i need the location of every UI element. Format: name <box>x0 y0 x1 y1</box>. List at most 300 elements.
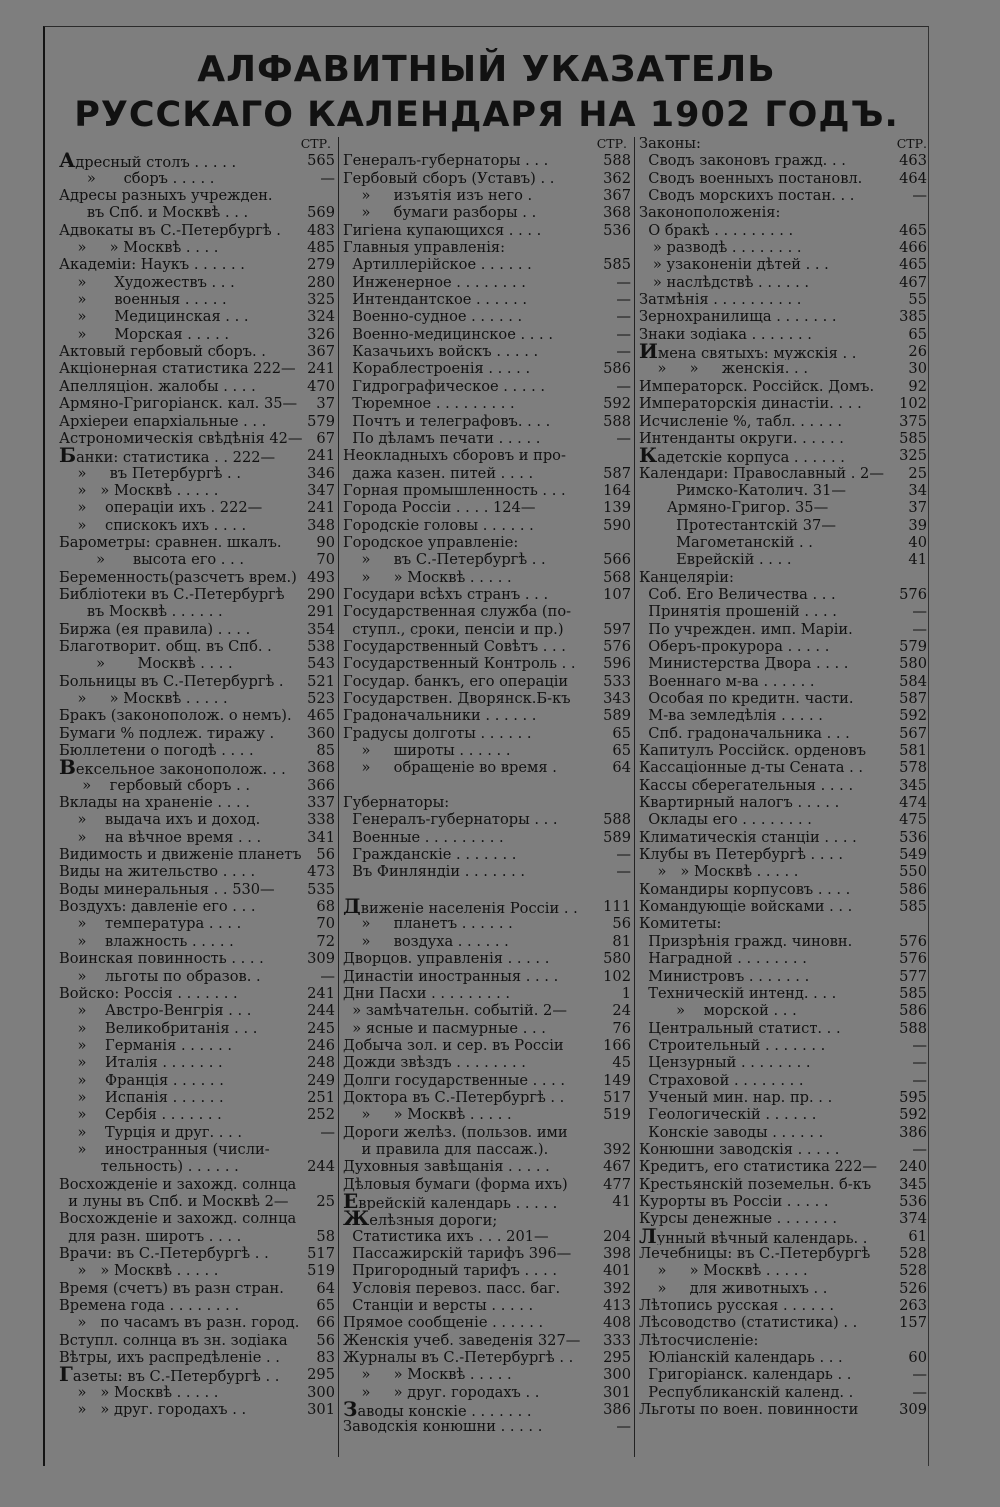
entry-text: » операціи ихъ . 222— <box>59 499 263 517</box>
entry-page-number: 346 <box>307 464 335 482</box>
entry-page-number: 549 <box>899 846 927 864</box>
entry-page-number: 92 <box>908 377 927 395</box>
title-line-1: АЛФАВИТНЫЙ УКАЗАТЕЛЬ <box>197 49 776 90</box>
entry-page-number: 345 <box>899 776 927 794</box>
index-entry <box>639 1002 927 1019</box>
index-column-2 <box>343 135 631 1436</box>
entry-text: Воинская повинность . . . . <box>59 950 264 968</box>
entry-page-number: 590 <box>603 516 631 534</box>
index-entry <box>343 933 631 950</box>
entry-text: Соб. Его Величества . . . <box>639 585 836 603</box>
entry-page-number: 157 <box>899 1314 927 1332</box>
entry-page-number: 483 <box>307 221 335 239</box>
entry-text: Гербовый сборъ (Уставъ) . . <box>343 169 555 187</box>
entry-page-number: — <box>320 967 335 985</box>
entry-page-number: 56 <box>316 1331 335 1349</box>
index-entry <box>59 933 335 950</box>
entry-text: » » Москвѣ . . . . . <box>639 1262 808 1280</box>
entry-text: » бумаги разборы . . <box>343 204 537 222</box>
column-divider <box>338 137 339 1457</box>
entry-page-number: — <box>616 308 631 326</box>
entry-text: Больницы въ С.-Петербургѣ . <box>59 672 284 690</box>
entry-page-number: — <box>912 1140 927 1158</box>
index-entry <box>343 655 631 672</box>
index-entry <box>59 1158 335 1175</box>
entry-page-number: 102 <box>603 967 631 985</box>
entry-text: » Сербія . . . . . . . <box>59 1106 222 1124</box>
index-entry <box>639 1158 927 1175</box>
index-entry <box>639 1384 927 1401</box>
entry-text: Страховой . . . . . . . . <box>639 1071 804 1089</box>
index-entry <box>59 950 335 967</box>
entry-text: Тюремное . . . . . . . . . <box>343 395 515 413</box>
entry-text <box>343 777 628 794</box>
index-entry <box>639 898 927 915</box>
index-entry <box>343 499 631 516</box>
index-entry <box>343 638 631 655</box>
entry-page-number: 586 <box>899 1002 927 1020</box>
entry-page-number: 579 <box>307 412 335 430</box>
index-entry <box>343 898 631 915</box>
entry-page-number: 37 <box>908 499 927 517</box>
entry-text: Генералъ-губернаторы . . . <box>343 152 549 170</box>
entry-text: Спб. градоначальника . . . <box>639 724 850 742</box>
index-entry <box>343 881 631 898</box>
entry-text: По дѣламъ печати . . . . . <box>343 429 541 447</box>
entry-text: Затмѣнія . . . . . . . . . . <box>639 291 802 309</box>
entry-text: Военнаго м-ва . . . . . . <box>639 672 815 690</box>
index-entry <box>639 915 927 932</box>
entry-text: Главныя управленія: <box>343 239 506 257</box>
entry-page-number: 385 <box>899 308 927 326</box>
initial-letter: К <box>639 447 658 465</box>
entry-text: Наградной . . . . . . . . <box>639 950 807 968</box>
entry-text: тельность) . . . . . . <box>59 1158 239 1176</box>
entry-page-number: 463 <box>899 152 927 170</box>
index-entry <box>59 742 335 759</box>
index-entry <box>343 968 631 985</box>
entry-page-number: 326 <box>307 325 335 343</box>
entry-page-number: 576 <box>603 637 631 655</box>
index-entry <box>343 621 631 638</box>
entry-page-number: 588 <box>899 1019 927 1037</box>
entry-text: Климатическія станціи . . . . <box>639 828 857 846</box>
entry-page-number: 576 <box>899 950 927 968</box>
index-entry <box>639 569 927 586</box>
entry-text: дажа казен. питей . . . . <box>343 464 534 482</box>
entry-text: Градоначальники . . . . . . <box>343 707 537 725</box>
entry-text: Армяно-Григор. 35— <box>639 499 829 517</box>
entry-page-number: 333 <box>603 1331 631 1349</box>
initial-letter: Г <box>59 1366 73 1384</box>
entry-text: Курсы денежные . . . . . . . <box>639 1210 837 1228</box>
entry-text: Зернохранилища . . . . . . . <box>639 308 837 326</box>
entry-text: Кассаціонные д-ты Сената . . <box>639 759 864 777</box>
entry-text: Интенданты округи. . . . . . <box>639 429 844 447</box>
entry-page-number: — <box>912 603 927 621</box>
entry-text: Еврейскій . . . . <box>639 551 792 569</box>
index-entry <box>639 1228 927 1245</box>
entry-text: Дни Пасхи . . . . . . . . . <box>343 984 511 1002</box>
entry-text: » льготы по образов. . <box>59 967 261 985</box>
entry-text: Сводъ морскихъ постан. . . <box>639 187 855 205</box>
entry-text: Актовый гербовый сборъ. . <box>59 343 266 361</box>
entry-text: » морской . . . <box>639 1002 797 1020</box>
entry-text: » разводѣ . . . . . . . . <box>639 239 802 257</box>
entry-page-number: 595 <box>899 1088 927 1106</box>
index-entry <box>59 1384 335 1401</box>
entry-text: Доктора въ С.-Петербургѣ . . <box>343 1088 565 1106</box>
entry-page-number <box>628 534 631 551</box>
entry-text: » Австро-Венгрія . . . <box>59 1002 252 1020</box>
entry-text: Бракъ (законополож. о немъ). <box>59 707 292 725</box>
index-entry <box>639 1401 927 1418</box>
index-entry <box>59 1020 335 1037</box>
index-entry <box>59 256 335 273</box>
entry-text: ступл., сроки, пенсіи и пр.) <box>343 620 564 638</box>
index-entry <box>343 1384 631 1401</box>
index-entry <box>343 256 631 273</box>
index-entry <box>343 794 631 811</box>
index-entry <box>59 985 335 1002</box>
entry-page-number: — <box>616 377 631 395</box>
entry-page-number: — <box>320 1123 335 1141</box>
initial-letter: Л <box>639 1227 657 1245</box>
entry-text: Почтъ и телеграфовъ. . . . <box>343 412 551 430</box>
entry-text: Лѣсоводство (статистика) . . <box>639 1314 858 1332</box>
entry-page-number: 543 <box>307 655 335 673</box>
entry-text: Имена святыхъ: мужскія . . <box>639 343 905 360</box>
entry-page-number <box>628 881 631 898</box>
index-entry <box>343 1280 631 1297</box>
index-entry <box>59 1089 335 1106</box>
entry-text: Интендантское . . . . . . <box>343 291 528 309</box>
index-entry <box>343 915 631 932</box>
index-entry <box>343 1297 631 1314</box>
entry-page-number: 362 <box>603 169 631 187</box>
entry-page-number: 467 <box>603 1158 631 1176</box>
index-entry <box>343 360 631 377</box>
index-entry <box>639 1054 927 1071</box>
index-entry <box>639 1297 927 1314</box>
index-entry <box>343 1332 631 1349</box>
entry-text: » » Москвѣ . . . . . <box>59 1262 219 1280</box>
entry-text <box>343 881 628 898</box>
index-entry <box>343 690 631 707</box>
index-entry <box>59 482 335 499</box>
entry-page-number: 465 <box>899 256 927 274</box>
entry-page-number: 588 <box>603 152 631 170</box>
entry-page-number: 354 <box>307 620 335 638</box>
entry-page-number: 485 <box>307 239 335 257</box>
index-entry <box>59 1314 335 1331</box>
entry-page-number: 111 <box>603 898 631 916</box>
entry-text: Генералъ-губернаторы . . . <box>343 811 558 829</box>
entry-text: Конскіе заводы . . . . . . <box>639 1123 824 1141</box>
index-entry <box>343 413 631 430</box>
index-entry <box>343 1366 631 1383</box>
entry-page-number: 519 <box>307 1262 335 1280</box>
index-entry <box>639 378 927 395</box>
entry-page-number: 301 <box>603 1383 631 1401</box>
index-entry <box>343 239 631 256</box>
entry-page-number: 589 <box>603 828 631 846</box>
index-entry <box>59 655 335 672</box>
entry-text: » Художествъ . . . <box>59 273 235 291</box>
entry-page-number: 536 <box>899 828 927 846</box>
entry-text: Времена года . . . . . . . . <box>59 1297 240 1315</box>
index-entry <box>343 378 631 395</box>
entry-text: » на вѣчное время . . . <box>59 828 262 846</box>
entry-text: Астрономическія свѣдѣнія 42— <box>59 429 303 447</box>
entry-text: Оберъ-прокурора . . . . . <box>639 637 830 655</box>
index-entry <box>639 707 927 724</box>
entry-page-number: 345 <box>899 1175 927 1193</box>
entry-text: » изъятія изъ него . <box>343 187 533 205</box>
entry-page-number: — <box>912 1071 927 1089</box>
index-entry <box>639 187 927 204</box>
index-entry <box>59 1228 335 1245</box>
entry-text: Императорскія династіи. . . . <box>639 395 862 413</box>
entry-text: Государственный Контроль . . <box>343 655 576 673</box>
entry-text: Гидрографическое . . . . . <box>343 377 546 395</box>
index-entry <box>639 1106 927 1123</box>
index-entry <box>639 135 927 152</box>
index-entry <box>343 1228 631 1245</box>
entry-page-number: 164 <box>603 481 631 499</box>
entry-page-number: 375 <box>899 412 927 430</box>
index-entry <box>59 499 335 516</box>
index-entry <box>59 777 335 794</box>
entry-text: » замѣчательн. событій. 2— <box>343 1002 567 1020</box>
entry-page-number: — <box>616 846 631 864</box>
entry-page-number: 565 <box>307 152 335 170</box>
entry-text: Добыча зол. и сер. въ Россіи <box>343 1036 564 1054</box>
entry-page-number: 580 <box>899 655 927 673</box>
entry-page-number: 64 <box>612 759 631 777</box>
entry-page-number <box>924 569 927 586</box>
entry-page-number <box>332 1176 335 1193</box>
index-entry <box>59 1106 335 1123</box>
entry-text: Гражданскіе . . . . . . . <box>343 846 517 864</box>
entry-text: Геологическій . . . . . . <box>639 1106 817 1124</box>
entry-page-number: 337 <box>307 794 335 812</box>
entry-text: Бюллетени о погодѣ . . . . <box>59 742 254 760</box>
index-entry <box>59 1002 335 1019</box>
entry-text: и луны въ Спб. и Москвѣ 2— <box>59 1192 289 1210</box>
entry-page-number: 295 <box>307 1366 335 1384</box>
entry-text: » гербовый сборъ . . <box>59 776 251 794</box>
index-entry <box>639 256 927 273</box>
index-entry <box>343 1158 631 1175</box>
entry-page-number: 592 <box>603 395 631 413</box>
entry-page-number: 76 <box>612 1019 631 1037</box>
index-entry <box>59 1037 335 1054</box>
index-entry <box>343 1002 631 1019</box>
entry-text: Городскіе головы . . . . . . <box>343 516 534 534</box>
entry-text: » » Москвѣ . . . . . <box>59 690 228 707</box>
entry-page-number: 538 <box>307 637 335 655</box>
entry-page-number: 166 <box>603 1036 631 1054</box>
entry-page-number: 536 <box>899 1192 927 1210</box>
entry-page-number: 585 <box>899 898 927 916</box>
entry-page-number: 68 <box>316 898 335 916</box>
index-entry <box>639 1314 927 1331</box>
index-entry <box>639 222 927 239</box>
entry-page-number: — <box>912 1054 927 1072</box>
entry-page-number <box>332 187 335 204</box>
entry-text: » » Москвѣ . . . . . <box>59 481 219 499</box>
entry-text: » » Москвѣ . . . . . <box>343 1106 512 1124</box>
entry-text: Крестьянскій поземельн. б-къ <box>639 1175 872 1193</box>
index-entry <box>639 499 927 516</box>
entry-page-number <box>332 1210 335 1227</box>
entry-page-number: 244 <box>307 1158 335 1176</box>
entry-text: Оклады его . . . . . . . . <box>639 811 812 829</box>
index-entry <box>59 690 335 707</box>
index-entry <box>639 985 927 1002</box>
entry-text: » спискокъ ихъ . . . . <box>59 516 247 534</box>
index-entry <box>59 326 335 343</box>
entry-page-number: 37 <box>316 395 335 413</box>
entry-page-number: — <box>912 1383 927 1401</box>
entry-text: » » Москвѣ . . . . . <box>343 568 512 586</box>
entry-page-number <box>628 447 631 464</box>
index-entry <box>343 829 631 846</box>
index-entry <box>59 534 335 551</box>
entry-text: Еврейскій календарь . . . . . <box>343 1193 609 1210</box>
index-entry <box>343 950 631 967</box>
entry-page-number: 588 <box>603 811 631 829</box>
entry-page-number: 65 <box>612 742 631 760</box>
entry-page-number: 204 <box>603 1227 631 1245</box>
index-entry <box>639 291 927 308</box>
index-entry <box>343 1054 631 1071</box>
entry-page-number: 241 <box>307 984 335 1002</box>
entry-page-number: 466 <box>899 239 927 257</box>
entry-text: » обращеніе во время . <box>343 759 557 777</box>
entry-text: » военныя . . . . . <box>59 291 227 309</box>
entry-page-number: 25 <box>908 464 927 482</box>
entry-page-number: 576 <box>899 585 927 603</box>
entry-page-number: 248 <box>307 1054 335 1072</box>
entry-page-number: 465 <box>307 707 335 725</box>
entry-page-number: — <box>912 620 927 638</box>
index-entry <box>639 1089 927 1106</box>
index-entry <box>343 222 631 239</box>
index-entry <box>639 968 927 985</box>
entry-page-number: 596 <box>603 655 631 673</box>
entry-text: Станціи и версты . . . . . <box>343 1297 534 1315</box>
entry-page-number: 65 <box>908 325 927 343</box>
entry-page-number: 324 <box>307 308 335 326</box>
index-entry <box>343 759 631 776</box>
entry-page-number <box>628 777 631 794</box>
index-entry <box>59 360 335 377</box>
entry-text: » ясные и пасмурные . . . <box>343 1019 546 1037</box>
index-entry <box>343 1418 631 1435</box>
index-entry <box>343 1262 631 1279</box>
entry-page-number: 528 <box>899 1245 927 1262</box>
entry-page-number: 519 <box>603 1106 631 1124</box>
entry-page-number: 576 <box>899 932 927 950</box>
entry-page-number: 107 <box>603 585 631 603</box>
index-entry <box>59 308 335 325</box>
entry-text: Лечебницы: въ С.-Петербургѣ <box>639 1245 871 1262</box>
index-column-3 <box>639 135 927 1418</box>
entry-page-number: 367 <box>603 187 631 205</box>
index-column-1 <box>59 135 335 1418</box>
entry-page-number: — <box>616 325 631 343</box>
index-entry <box>343 985 631 1002</box>
initial-letter: З <box>343 1401 358 1419</box>
entry-text: » » женскія. . . <box>639 360 808 378</box>
index-entry <box>59 1332 335 1349</box>
index-entry <box>343 1349 631 1366</box>
entry-page-number: 251 <box>307 1088 335 1106</box>
entry-page-number: 578 <box>899 759 927 777</box>
index-entry <box>343 1401 631 1418</box>
entry-page-number: 309 <box>899 1401 927 1419</box>
entry-page-number: 467 <box>899 273 927 291</box>
entry-text: Законоположенія: <box>639 204 781 222</box>
entry-page-number: 585 <box>603 256 631 274</box>
entry-page-number <box>628 794 631 811</box>
entry-text: Банки: статистика . . 222— <box>59 447 304 464</box>
index-entry <box>639 1176 927 1193</box>
entry-page-number <box>628 1124 631 1141</box>
index-entry <box>639 1141 927 1158</box>
index-entry <box>343 1176 631 1193</box>
entry-text: Особая по кредитн. части. <box>639 690 854 707</box>
index-entry <box>59 204 335 221</box>
index-entry <box>59 881 335 898</box>
index-entry <box>59 1349 335 1366</box>
entry-page-number: 85 <box>316 742 335 760</box>
entry-page-number: 70 <box>316 915 335 933</box>
entry-page-number: 301 <box>307 1401 335 1419</box>
entry-page-number <box>628 239 631 256</box>
entry-text: Конюшни заводскія . . . . . <box>639 1140 840 1158</box>
index-entry <box>59 586 335 603</box>
index-entry <box>343 187 631 204</box>
entry-text: » » Москвѣ . . . . . <box>639 863 799 881</box>
entry-text: Пригородный тарифъ . . . . <box>343 1262 557 1280</box>
entry-page-number: 290 <box>307 585 335 603</box>
entry-page-number: 25 <box>316 1192 335 1210</box>
entry-text: Кредитъ, его статистика 222— <box>639 1158 877 1176</box>
entry-text: Военно-медицинское . . . . <box>343 325 553 343</box>
index-entry <box>59 274 335 291</box>
entry-page-number: 587 <box>603 464 631 482</box>
entry-page-number: 474 <box>899 794 927 812</box>
entry-text: Династіи иностранныя . . . . <box>343 967 559 985</box>
entry-text: Движеніе населенія Россіи . . <box>343 898 600 915</box>
index-entry <box>639 742 927 759</box>
initial-letter: Ж <box>343 1210 370 1228</box>
entry-page-number: 241 <box>307 360 335 378</box>
entry-page-number: 536 <box>603 221 631 239</box>
entry-text: » Германія . . . . . . <box>59 1036 233 1054</box>
entry-page-number: — <box>320 169 335 187</box>
index-entry <box>639 863 927 880</box>
index-entry <box>343 152 631 169</box>
entry-page-number: 149 <box>603 1071 631 1089</box>
index-entry <box>59 759 335 776</box>
entry-page-number: 392 <box>603 1279 631 1297</box>
index-entry <box>639 811 927 828</box>
entry-text: » температура . . . . <box>59 915 242 933</box>
